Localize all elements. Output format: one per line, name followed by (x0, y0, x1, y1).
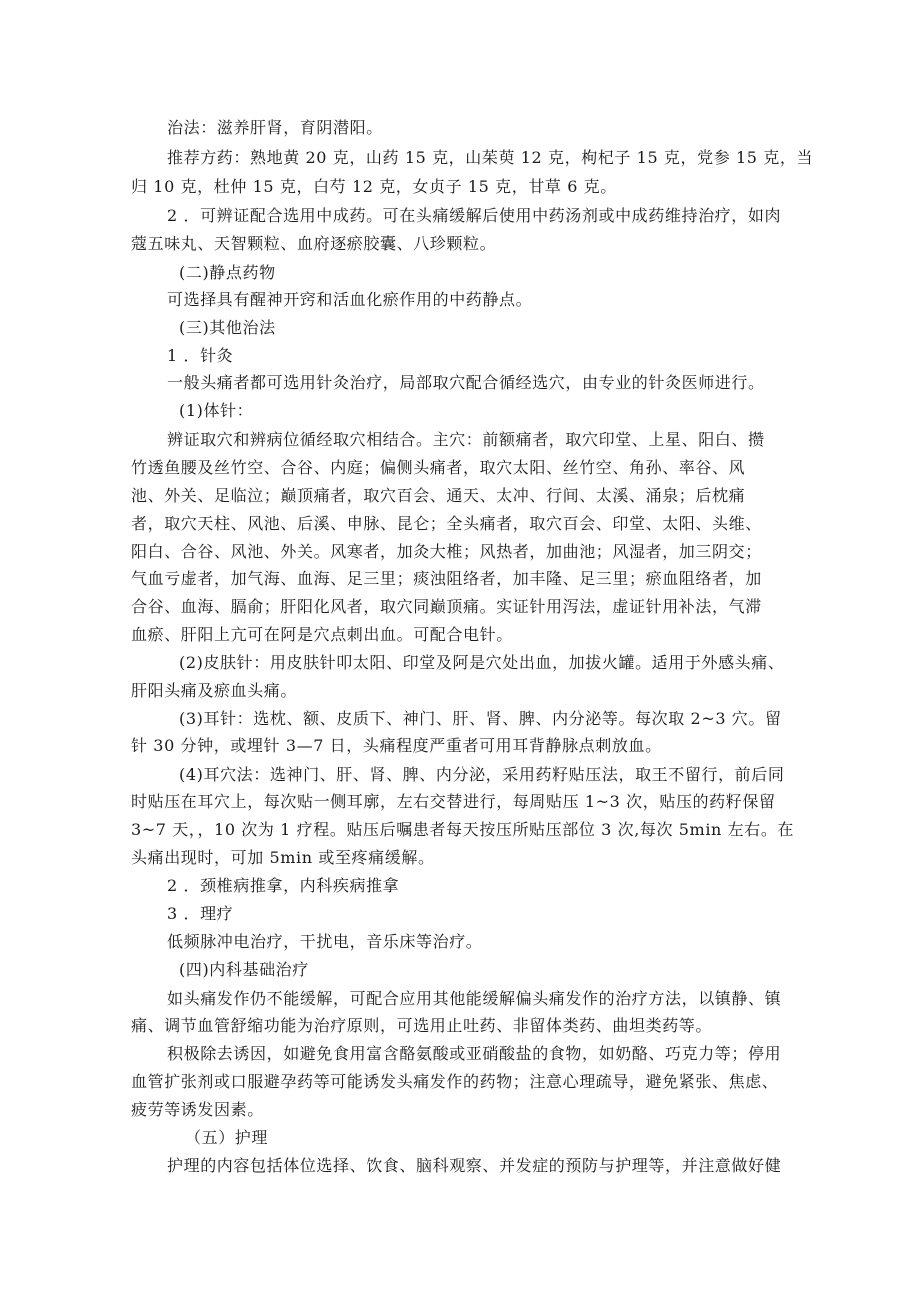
text-line: 治法：滋养肝肾，育阴潜阳。 (167, 118, 383, 137)
subsection-heading: 1 ．针灸 (167, 346, 234, 365)
text-line: 2 ．可辨证配合选用中成药。可在头痛缓解后使用中药汤剂或中成药维持治疗，如肉 (167, 206, 782, 225)
text-line: 3~7 天，，10 次为 1 疗程。贴压后嘱患者每天按压所贴压部位 3 次,每次 5min 左右。在 (131, 820, 795, 839)
text-line: 者，取穴天柱、风池、后溪、申脉、昆仑；全头痛者，取穴百会、印堂、太阳、头维、 (131, 514, 762, 533)
text-line: 头痛出现时，可加 5min 或至疼痛缓解。 (131, 848, 435, 867)
subsection-heading: 3 ．理疗 (167, 904, 234, 923)
text-line: 归 10 克，杜仲 15 克，白芍 12 克，女贞子 15 克，甘草 6 克。 (131, 177, 617, 196)
text-line: 竹透鱼腰及丝竹空、合谷、内庭；偏侧头痛者，取穴太阳、丝竹空、角孙、率谷、风 (131, 458, 746, 477)
subsection-heading: (1)体针： (179, 401, 254, 420)
text-line: 时贴压在耳穴上，每次贴一侧耳廓，左右交替进行，每周贴压 1~3 次，贴压的药籽保留 (131, 792, 776, 811)
text-line: 疲劳等诱发因素。 (131, 1100, 264, 1119)
text-line: 池、外关、足临泣；巅顶痛者，取穴百会、通天、太冲、行间、太溪、涌泉；后枕痛 (131, 486, 746, 505)
text-line: 血管扩张剂或口服避孕药等可能诱发头痛发作的药物；注意心理疏导，避免紧张、焦虑、 (131, 1072, 779, 1091)
section-heading: (二)静点药物 (179, 263, 276, 282)
text-line: 血瘀、肝阳上亢可在阿是穴点刺出血。可配合电针。 (131, 625, 513, 644)
section-heading: （五）护理 (185, 1128, 269, 1147)
text-line: 如头痛发作仍不能缓解，可配合应用其他能缓解偏头痛发作的治疗方法，以镇静、镇 (167, 989, 782, 1008)
text-line: 针 30 分钟，或埋针 3—7 日，头痛程度严重者可用耳背静脉点刺放血。 (131, 736, 662, 755)
text-line: 一般头痛者都可选用针灸治疗，局部取穴配合循经选穴，由专业的针灸医师进行。 (167, 373, 765, 392)
text-line: 低频脉冲电治疗，干扰电，音乐床等治疗。 (167, 932, 483, 951)
text-line: 气血亏虚者，加气海、血海、足三里；痰浊阻络者，加丰隆、足三里；瘀血阻络者，加 (131, 569, 762, 588)
text-line: 积极除去诱因，如避免食用富含酪氨酸或亚硝酸盐的食物，如奶酪、巧克力等；停用 (167, 1044, 782, 1063)
section-heading: (四)内科基础治疗 (179, 960, 309, 979)
text-line: 肝阳头痛及瘀血头痛。 (131, 681, 298, 700)
text-line: 可选择具有醒神开窍和活血化瘀作用的中药静点。 (167, 290, 533, 309)
text-line: (2)皮肤针：用皮肤针叩太阳、印堂及阿是穴处出血，加拔火罐。适用于外感头痛、 (179, 653, 785, 672)
text-line: (3)耳针：选枕、额、皮质下、神门、肝、肾、脾、内分泌等。每次取 2~3 穴。留 (179, 709, 782, 728)
text-line: 推荐方药：熟地黄 20 克，山药 15 克，山茱萸 12 克，枸杞子 15 克，党参 15 克，当 (167, 148, 814, 167)
text-line: (4)耳穴法：选神门、肝、肾、脾、内分泌，采用药籽贴压法，取王不留行，前后同 (179, 765, 785, 784)
text-line: 阳白、合谷、风池、外关。风寒者，加灸大椎；风热者，加曲池；风湿者，加三阴交； (131, 542, 762, 561)
text-line: 痛、调节血管舒缩功能为治疗原则，可选用止吐药、非留体类药、曲坦类药等。 (131, 1016, 713, 1035)
subsection-heading: 2 ．颈椎病推拿，内科疾病推拿 (167, 876, 400, 895)
section-heading: (三)其他治法 (179, 318, 276, 337)
text-line: 辨证取穴和辨病位循经取穴相结合。主穴：前额痛者，取穴印堂、上星、阳白、攒 (167, 430, 765, 449)
text-line: 护理的内容包括体位选择、饮食、脑科观察、并发症的预防与护理等，并注意做好健 (167, 1156, 782, 1175)
text-line: 蔻五味丸、天智颗粒、血府逐瘀胶囊、八珍颗粒。 (131, 234, 497, 253)
text-line: 合谷、血海、膈俞；肝阳化风者，取穴同巅顶痛。实证针用泻法，虚证针用补法，气滞 (131, 597, 762, 616)
